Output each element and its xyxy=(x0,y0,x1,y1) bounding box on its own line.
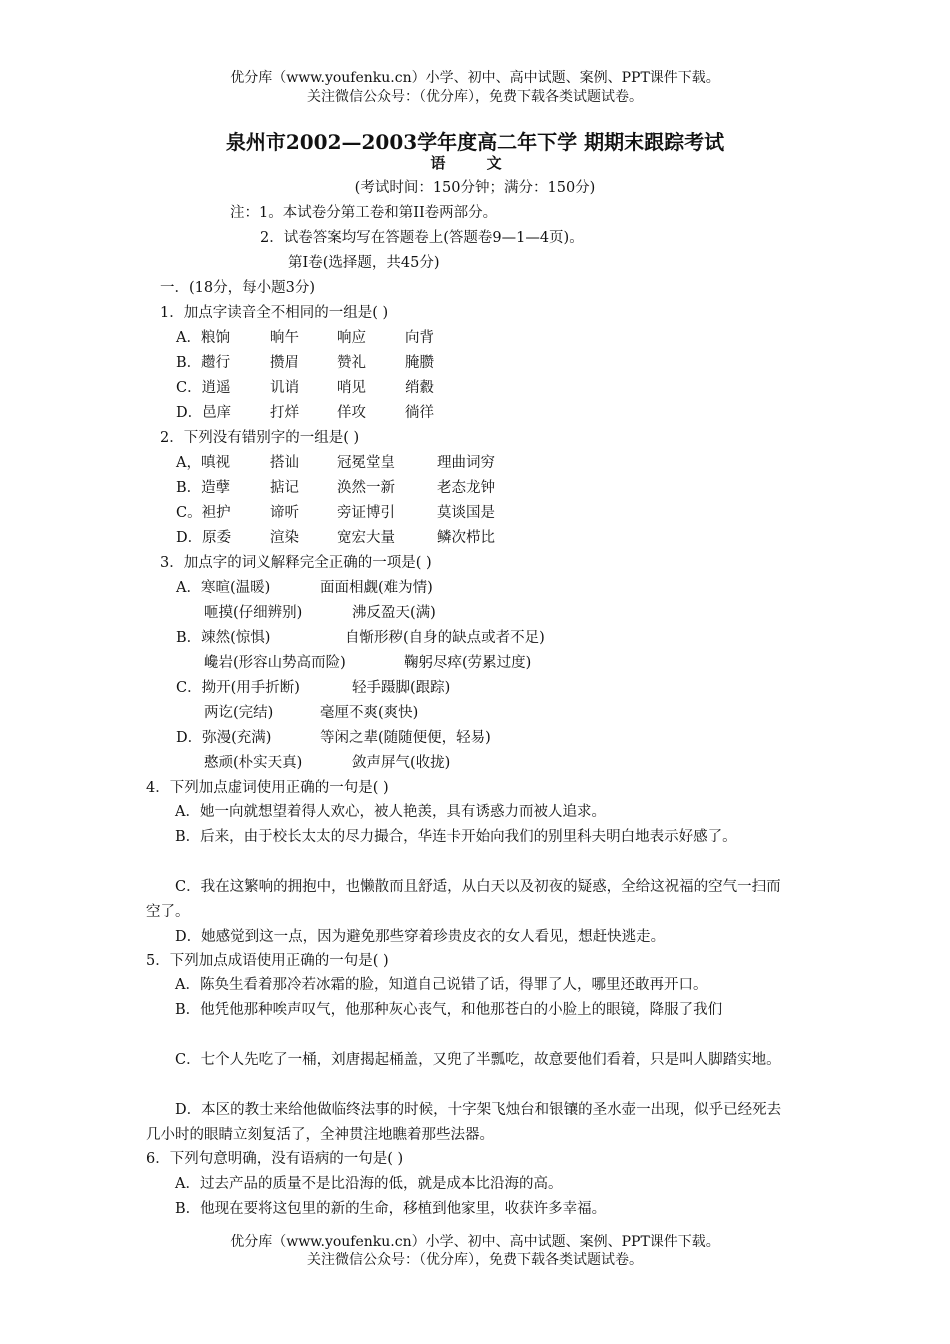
q2-b-3: 涣然一新 xyxy=(337,480,395,496)
q1-d-2: 打烊 xyxy=(270,405,299,421)
q2-b-1: B．造孽 xyxy=(176,480,231,496)
q5-stem: 5．下列加点成语使用正确的一句是( ) xyxy=(146,953,389,969)
header-line-1: 优分库（www.youfenku.cn）小学、初中、高中试题、案例、PPT课件下载。 xyxy=(230,70,720,86)
q3-b-2: 自惭形秽(自身的缺点或者不足) xyxy=(345,630,545,646)
q2-a-1: A，嗔视 xyxy=(176,455,230,471)
q2-a-2: 搭讪 xyxy=(270,455,299,471)
q3-d-4: 敛声屏气(收拢) xyxy=(352,755,451,771)
note-1: 注：1。本试卷分第工卷和第II卷两部分。 xyxy=(230,205,498,221)
q5-option-d: D．本区的教士来给他做临终法事的时候，十字架飞烛台和银镶的圣水壶一出现，似乎已经死去几小时的眼睛立刻复活了，全神贯注地瞧着那些法器。 xyxy=(146,1102,782,1143)
q1-a-3: 响应 xyxy=(337,330,366,346)
q2-b-2: 掂记 xyxy=(270,480,299,496)
q3-c-4: 毫厘不爽(爽快) xyxy=(320,705,419,721)
exam-title: 泉州市2002—2003学年度高二年下学 期期末跟踪考试 xyxy=(225,130,725,154)
q3-stem: 3．加点字的词义解释完全正确的一项是( ) xyxy=(160,555,432,571)
q5-option-a: A．陈奂生看着那冷若冰霜的脸，知道自己说错了话，得罪了人，哪里还敢再开口。 xyxy=(175,977,708,993)
header-line-2: 关注微信公众号：（优分库），免费下载各类试题试卷。 xyxy=(307,89,643,105)
q4-option-c: C．我在这繁响的拥抱中，也懒散而且舒适，从白天以及初夜的疑惑，全给这祝福的空气一扫而空了。 xyxy=(146,879,781,920)
q3-d-2: 等闲之辈(随随便便，轻易) xyxy=(320,730,491,746)
q2-d-2: 渲染 xyxy=(270,530,299,546)
q3-b-1: B．竦然(惊惧) xyxy=(176,630,271,646)
q2-c-2: 谛听 xyxy=(270,505,299,521)
footer-line-2: 关注微信公众号：（优分库），免费下载各类试题试卷。 xyxy=(307,1252,643,1268)
exam-subject: 语 文 xyxy=(430,154,520,172)
q3-a-4: 沸反盈天(满) xyxy=(352,605,436,621)
q6-option-a: A．过去产品的质量不是比沿海的低，就是成本比沿海的高。 xyxy=(175,1176,563,1192)
q1-c-3: 哨见 xyxy=(337,380,366,396)
q6-stem: 6．下列句意明确，没有语病的一句是( ) xyxy=(146,1151,404,1167)
q3-c-3: 两讫(完结) xyxy=(204,705,274,721)
q2-stem: 2．下列没有错别字的一组是( ) xyxy=(160,430,360,446)
q3-b-4: 鞠躬尽瘁(劳累过度) xyxy=(404,655,532,671)
q1-b-3: 赞礼 xyxy=(337,355,366,371)
q4-option-b: B．后来，由于校长太太的尽力撮合，华连卡开始向我们的别里科夫明白地表示好感了。 xyxy=(175,829,737,845)
q2-c-1: C。袒护 xyxy=(176,505,231,521)
q4-option-a: A．她一向就想望着得人欢心，被人艳羡，具有诱惑力而被人追求。 xyxy=(175,804,606,820)
q3-d-3: 憨顽(朴实天真) xyxy=(204,755,303,771)
q1-c-2: 讥诮 xyxy=(270,380,299,396)
q1-b-1: B．趱行 xyxy=(176,355,231,371)
note-2: 2．试卷答案均写在答题卷上(答题卷9—1—4页)。 xyxy=(260,230,584,246)
q2-a-4: 理曲词穷 xyxy=(437,455,495,471)
q1-a-4: 向背 xyxy=(405,330,434,346)
q4-option-d: D．她感觉到这一点，因为避免那些穿着珍贵皮衣的女人看见，想赶快逃走。 xyxy=(175,929,666,945)
q2-a-3: 冠冕堂皇 xyxy=(337,455,395,471)
footer-line-1: 优分库（www.youfenku.cn）小学、初中、高中试题、案例、PPT课件下载。 xyxy=(230,1234,720,1250)
q2-c-3: 旁证博引 xyxy=(337,505,395,521)
section-1-heading: 一．(18分，每小题3分) xyxy=(160,280,315,296)
q1-c-1: C．逍遥 xyxy=(176,380,231,396)
q1-c-4: 绡縠 xyxy=(405,380,434,396)
q5-option-b: B．他凭他那种唉声叹气，他那种灰心丧气，和他那苍白的小脸上的眼镜，降服了我们 xyxy=(175,1002,723,1018)
q2-b-4: 老态龙钟 xyxy=(437,480,495,496)
q1-a-2: 晌午 xyxy=(270,330,299,346)
q3-b-3: 巉岩(形容山势高而险) xyxy=(204,655,346,671)
q6-option-b: B．他现在要将这包里的新的生命，移植到他家里，收获许多幸福。 xyxy=(175,1201,607,1217)
q1-d-1: D．邑庠 xyxy=(176,405,232,421)
q3-c-1: C．拗开(用手折断) xyxy=(176,680,300,696)
q3-a-1: A．寒暄(温暖) xyxy=(176,580,271,596)
q3-c-2: 轻手蹑脚(跟踪) xyxy=(352,680,451,696)
q1-d-3: 佯攻 xyxy=(337,405,366,421)
q1-d-4: 徜徉 xyxy=(405,405,434,421)
q5-option-c: C．七个人先吃了一桶，刘唐揭起桶盖，又兜了半瓢吃，故意要他们看着，只是叫人脚踏实地。 xyxy=(175,1052,781,1068)
q2-c-4: 莫谈国是 xyxy=(437,505,495,521)
q1-b-4: 腌臜 xyxy=(405,355,434,371)
q3-a-2: 面面相觑(难为情) xyxy=(320,580,433,596)
exam-info: (考试时间：150分钟；满分：150分) xyxy=(354,180,596,196)
q2-d-1: D．原委 xyxy=(176,530,232,546)
q2-d-3: 宽宏大量 xyxy=(337,530,395,546)
q1-stem: 1．加点字读音全不相同的一组是( ) xyxy=(160,305,389,321)
q1-b-2: 攒眉 xyxy=(270,355,299,371)
part1-title: 第Ⅰ卷(选择题，共45分) xyxy=(288,255,440,271)
q4-stem: 4．下列加点虚词使用正确的一句是( ) xyxy=(146,780,389,796)
q1-a-1: A．粮饷 xyxy=(176,330,230,346)
q3-a-3: 咂摸(仔细辨别) xyxy=(204,605,303,621)
q2-d-4: 鳞次栉比 xyxy=(437,530,495,546)
q3-d-1: D．弥漫(充满) xyxy=(176,730,272,746)
